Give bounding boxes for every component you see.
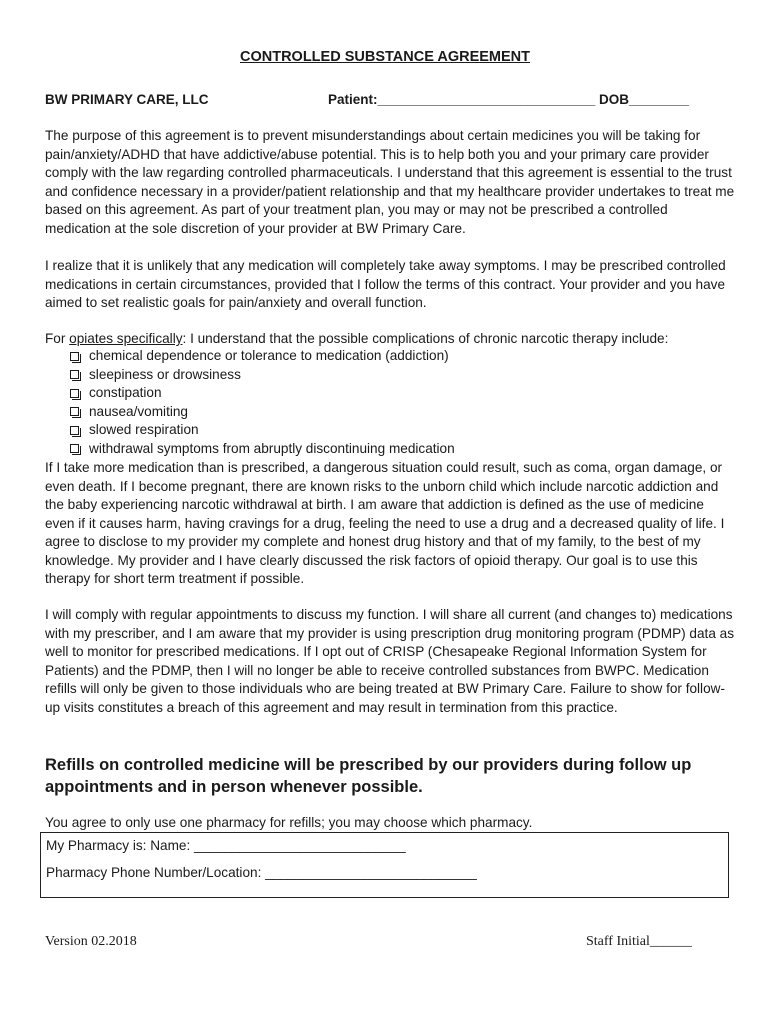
patient-dob-line: Patient:_____________________________ DOB________ bbox=[328, 92, 690, 107]
opiates-intro bbox=[45, 330, 735, 349]
list-item: slowed respiration bbox=[70, 421, 455, 440]
realize-paragraph: I realize that it is unlikely that any medication will completely take away symptoms. I may be prescribed controlled medications in certain circumstances, provided that I follow the terms of this contract. Your provider and you have aimed to set realistic goals for pain/anxiety and overall function. bbox=[45, 258, 726, 310]
compliance-paragraph: I will comply with regular appointments to discuss my function. I will share all current (and changes to) medications with my prescriber, and I am aware that my provider is using prescription drug monitoring program (PDMP) data as well to monitor for prescribed medications. If I opt out of CRISP (Chesapeake Regional Information System for Patients) and the PDMP, then I will no longer be able to receive controlled substances from BWPC. Medication refills will only be given to those individuals who are being treated at BW Primary Care. Failure to show for follow-up visits constitutes a breach of this agreement and may result in termination from this practice. bbox=[45, 607, 735, 715]
checkbox-icon bbox=[70, 352, 79, 361]
version-label: Version 02.2018 bbox=[45, 934, 137, 949]
pharmacy-name-field[interactable]: My Pharmacy is: Name: ____________________________ bbox=[46, 838, 406, 853]
checkbox-icon bbox=[70, 370, 79, 379]
list-item: constipation bbox=[70, 384, 455, 403]
staff-initial-field[interactable]: Staff Initial______ bbox=[586, 934, 692, 949]
purpose-paragraph: The purpose of this agreement is to prevent misunderstandings about certain medicines you will be taking for pain/anxiety/ADHD that have addictive/abuse potential. This is to help both you and your primary care provider comply with the law regarding controlled pharmaceuticals. I understand that this agreement is essential to the trust and confidence necessary in a provider/patient relationship and that my healthcare provider undertakes to treat me based on this agreement. As part of your treatment plan, you may or may not be prescribed a controlled medication at the sole discretion of your provider at BW Primary Care. bbox=[45, 128, 735, 236]
list-item: sleepiness or drowsiness bbox=[70, 366, 455, 385]
opiates-specifically: opiates specifically bbox=[69, 331, 183, 346]
pharmacy-box bbox=[40, 832, 729, 898]
checkbox-icon bbox=[70, 426, 79, 435]
opiates-suffix: : I understand that the possible complications of chronic narcotic therapy include: bbox=[182, 331, 669, 346]
document-title: CONTROLLED SUBSTANCE AGREEMENT bbox=[240, 49, 530, 65]
checkbox-icon bbox=[70, 407, 79, 416]
refills-notice: Refills on controlled medicine will be prescribed by our providers during follow up appointments and in person whenever possible. bbox=[45, 756, 692, 796]
checkbox-icon bbox=[70, 389, 79, 398]
opiates-prefix: For bbox=[45, 331, 70, 346]
risks-paragraph: If I take more medication than is prescribed, a dangerous situation could result, such as coma, organ damage, or even death. If I become pregnant, there are known risks to the unborn child which include narcotic addiction and the baby experiencing narcotic withdrawal at birth. I am aware that addiction is defined as the use of medicine even if it causes harm, having cravings for a drug, feeling the need to use a drug and a decreased quality of life. I agree to disclose to my provider my complete and honest drug history and that of my family, to the best of my knowledge. My provider and I have clearly discussed the risk factors of opioid therapy. Our goal is to use this therapy for short term treatment if possible. bbox=[45, 460, 725, 586]
practice-name: BW PRIMARY CARE, LLC bbox=[45, 92, 209, 107]
checkbox-icon bbox=[70, 444, 79, 453]
complications-list bbox=[70, 347, 455, 458]
list-item: nausea/vomiting bbox=[70, 403, 455, 422]
pharmacy-phone-field[interactable]: Pharmacy Phone Number/Location: ____________________________ bbox=[46, 865, 477, 880]
list-item: chemical dependence or tolerance to medication (addiction) bbox=[70, 347, 455, 366]
pharmacy-agreement: You agree to only use one pharmacy for refills; you may choose which pharmacy. bbox=[45, 815, 533, 830]
list-item: withdrawal symptoms from abruptly discontinuing medication bbox=[70, 440, 455, 459]
